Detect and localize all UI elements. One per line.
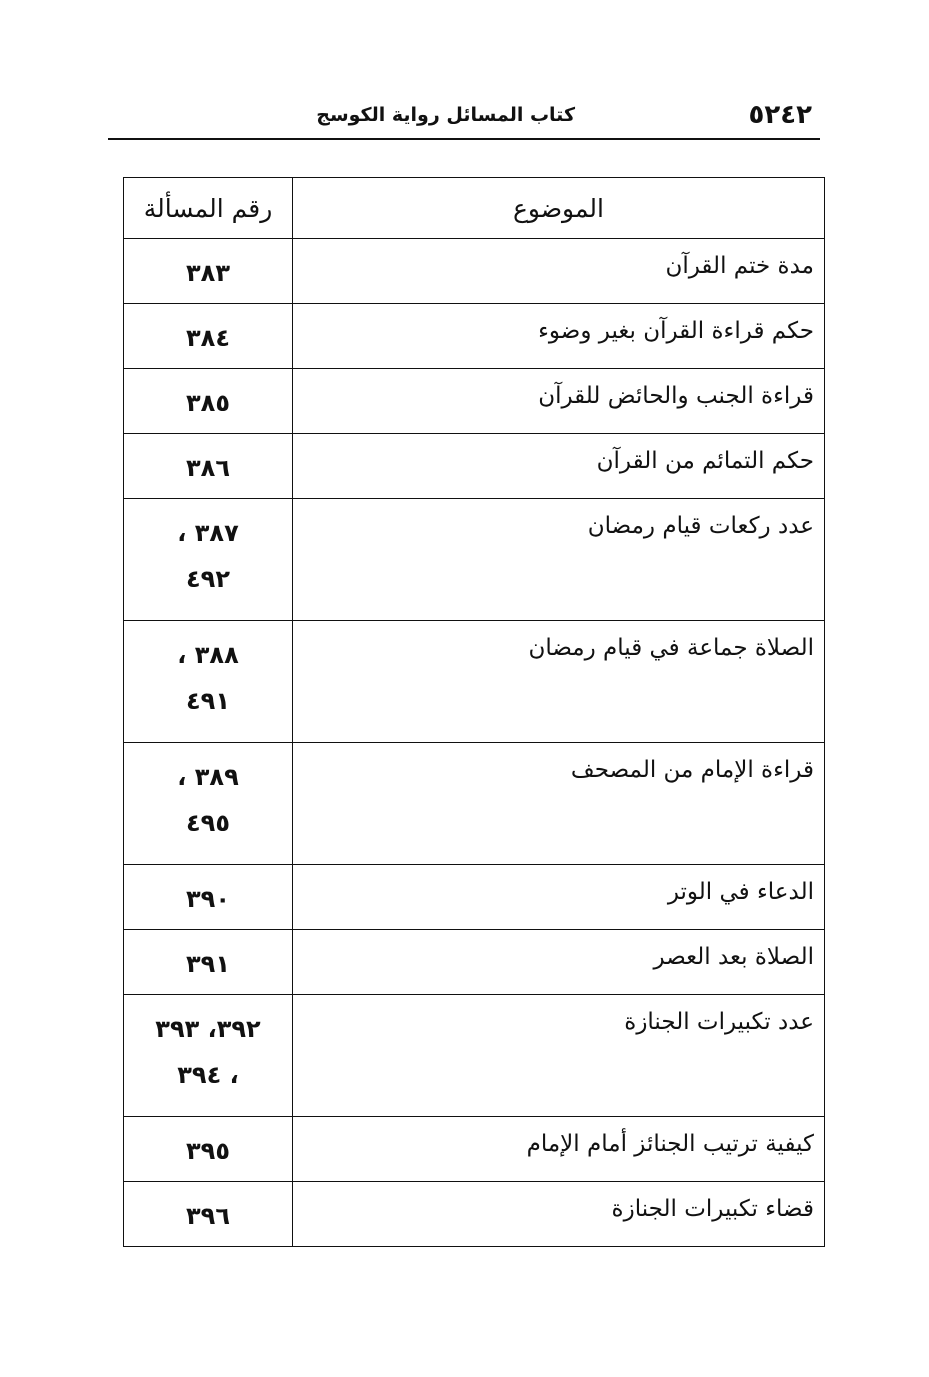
number-cell (124, 369, 293, 434)
number-cell (124, 304, 293, 369)
table-row (124, 1182, 825, 1247)
issue-number: ٣٨٩ ، (177, 763, 239, 791)
table-row (124, 369, 825, 434)
issue-number: ٣٩٠ (186, 885, 230, 913)
page-header (108, 92, 820, 140)
topic-cell: قراءة الجنب والحائض للقرآن (293, 369, 825, 434)
issue-number: ٤٩٢ (186, 565, 230, 593)
issue-number: ٣٩٦ (186, 1202, 230, 1230)
table-row (124, 621, 825, 743)
number-cell (124, 930, 293, 995)
topic-cell: حكم التمائم من القرآن (293, 434, 825, 499)
issue-number: ٤٩٥ (186, 809, 230, 837)
index-table (123, 177, 825, 1247)
number-cell (124, 621, 293, 743)
number-cell (124, 743, 293, 865)
column-header-topic: الموضوع (293, 178, 825, 239)
topic-cell: الصلاة بعد العصر (293, 930, 825, 995)
issue-number: ٣٩٥ (186, 1137, 230, 1165)
table-row (124, 239, 825, 304)
number-cell (124, 1182, 293, 1247)
topic-cell: الدعاء في الوتر (293, 865, 825, 930)
topic-cell: الصلاة جماعة في قيام رمضان (293, 621, 825, 743)
table-header-row (124, 178, 825, 239)
number-cell (124, 239, 293, 304)
number-cell (124, 499, 293, 621)
issue-number: ، ٣٩٤ (177, 1061, 239, 1089)
column-header-number: رقم المسألة (124, 178, 293, 239)
topic-cell: قراءة الإمام من المصحف (293, 743, 825, 865)
topic-cell: عدد ركعات قيام رمضان (293, 499, 825, 621)
topic-cell: مدة ختم القرآن (293, 239, 825, 304)
issue-number: ٣٩٢، ٣٩٣ (155, 1015, 261, 1043)
table-row (124, 304, 825, 369)
number-cell (124, 1117, 293, 1182)
table-row (124, 995, 825, 1117)
issue-number: ٣٨٤ (186, 324, 230, 352)
issue-number: ٣٨٧ ، (177, 519, 239, 547)
table-row (124, 499, 825, 621)
issue-number: ٣٨٦ (186, 454, 230, 482)
table-row (124, 743, 825, 865)
issue-number: ٣٨٣ (186, 259, 230, 287)
topic-cell: حكم قراءة القرآن بغير وضوء (293, 304, 825, 369)
number-cell (124, 434, 293, 499)
table-row (124, 1117, 825, 1182)
header-rule (108, 138, 820, 140)
issue-number: ٣٨٥ (186, 389, 230, 417)
issue-number: ٤٩١ (186, 687, 230, 715)
table-row (124, 434, 825, 499)
issue-number: ٣٨٨ ، (177, 641, 239, 669)
topic-cell: قضاء تكبيرات الجنازة (293, 1182, 825, 1247)
topic-cell: كيفية ترتيب الجنائز أمام الإمام (293, 1117, 825, 1182)
issue-number: ٣٩١ (186, 950, 230, 978)
page-number: ٥٢٤٢ (748, 100, 812, 130)
number-cell (124, 995, 293, 1117)
number-cell (124, 865, 293, 930)
running-title: كتاب المسائل رواية الكوسج (316, 104, 575, 126)
table-row (124, 865, 825, 930)
table-row (124, 930, 825, 995)
topic-cell: عدد تكبيرات الجنازة (293, 995, 825, 1117)
